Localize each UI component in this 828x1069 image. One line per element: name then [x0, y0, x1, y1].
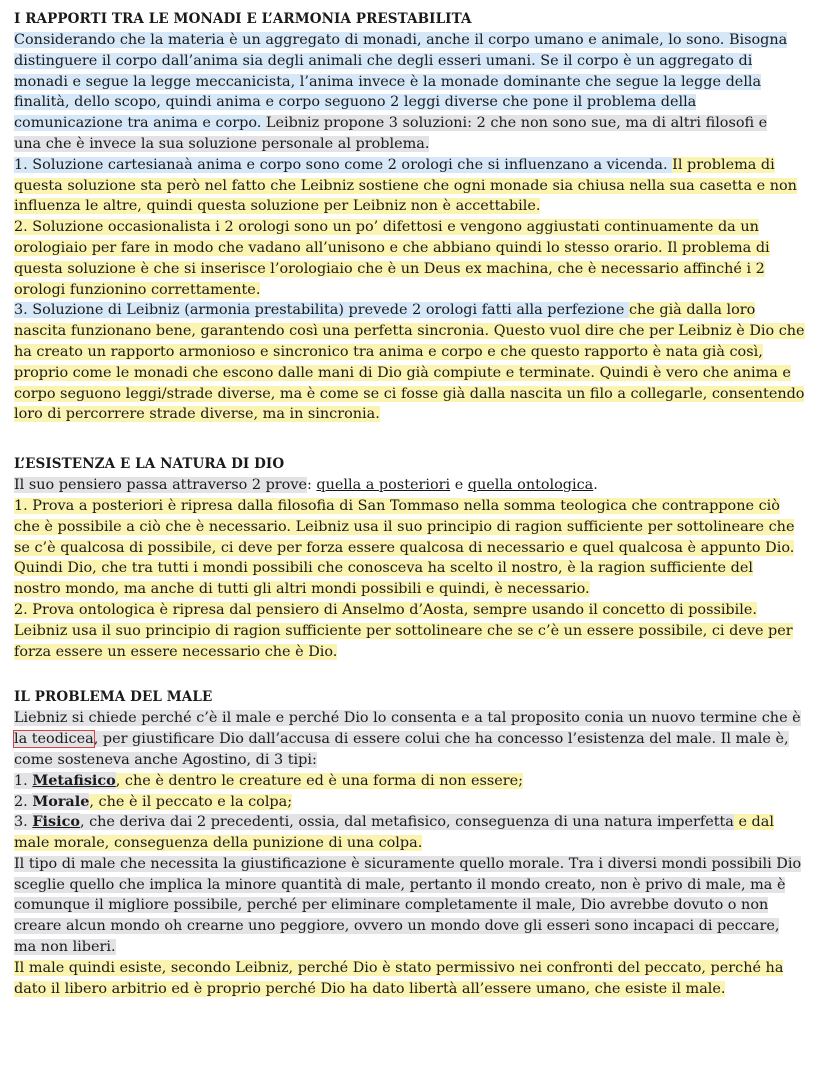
text-line: che è possibile a ciò che è necessario. Leibniz usa il suo principio di ragion sufficiente per sottolineare che: [14, 518, 795, 535]
section-spacer: [14, 425, 814, 453]
text-line: orologi funzionino correttamente.: [14, 281, 261, 298]
text-line: Leibniz usa il suo principio di ragion sufficiente per sottolineare che se c’è un essere possibile, ci deve per: [14, 622, 793, 639]
underlined-term: quella ontologica: [467, 477, 594, 494]
text-line: sceglie quello che implica la minore quantità di male, pertanto il mondo creato, non è privo di male, ma è: [14, 876, 786, 893]
text-line: nascita funzionano bene, garantendo così una perfetta sincronia. Questo vuol dire che per Leibniz è Dio che: [14, 323, 805, 340]
list-item: 3. Fisico, che deriva dai 2 precedenti, ossia, dal metafisico, conseguenza di una natura imperfetta e dal: [14, 813, 774, 831]
text-line: ma non liberi.: [14, 939, 116, 956]
text-line: loro di percorrere strade diverse, ma in sincronia.: [14, 406, 380, 423]
text-line: monadi e segue la legge meccanicista, l’anima invece è la monade dominante che segue la legge della: [14, 73, 762, 90]
text-line: nostro mondo, ma anche di tutti gli altri mondi possibili e quindi, è necessario.: [14, 581, 590, 598]
term-metafisico: Metafisico: [32, 771, 116, 789]
term-fisico: Fisico: [32, 813, 80, 831]
text-line: male morale, conseguenza della punizione di una colpa.: [14, 835, 423, 852]
text-line: una che è invece la sua soluzione personale al problema.: [14, 135, 430, 152]
text-line: Il tipo di male che necessita la giustificazione è sicuramente quello morale. Tra i diversi mondi possibili Dio: [14, 855, 802, 872]
text-line: corpo seguono leggi/strade diverse, ma è come se ci fosse già dalla nascita un filo a collegarle, consentendo: [14, 385, 805, 402]
text-line: questa soluzione sta però nel fatto che Leibniz sostiene che ogni monade sia chiusa nella sua casetta e non: [14, 177, 797, 194]
text-line: 3. Soluzione di Leibniz (armonia prestabilita) prevede 2 orologi fatti alla perfezione che già dalla loro: [14, 302, 756, 319]
list-item: 2. Morale, che è il peccato e la colpa;: [14, 792, 293, 810]
text-line: forza essere un essere necessario che è Dio.: [14, 643, 338, 660]
text-line: Quindi Dio, che tra tutti i mondi possibili che conosceva ha scelto il nostro, è la ragion sufficiente del: [14, 560, 753, 577]
text-line: 1. Soluzione cartesianaà anima e corpo sono come 2 orologi che si influenzano a vicenda. Il problema di: [14, 156, 775, 173]
text-line: 2. Soluzione occasionalista i 2 orologi sono un po’ difettosi e vengono aggiustati continuamente da un: [14, 219, 759, 236]
text-line: la teodicea, per giustificare Dio dall’accusa di essere colui che ha concesso l’esistenza del male. Il male è,: [14, 731, 789, 748]
text-line: dato il libero arbitrio ed è proprio perché Dio ha dato libertà all’essere umano, che esiste il male.: [14, 980, 726, 997]
term-morale: Morale: [32, 792, 90, 810]
text-line: comunicazione tra anima e corpo. Leibniz propone 3 soluzioni: 2 che non sono sue, ma di altri filosofi e: [14, 115, 768, 132]
underlined-term: quella a posteriori: [316, 477, 451, 494]
boxed-term-teodicea: la teodicea: [14, 731, 94, 748]
section-monadi: [14, 8, 814, 425]
list-item: 1. Metafisico, che è dentro le creature ed è una forma di non essere;: [14, 771, 524, 789]
text-line: creare alcun mondo oh crearne uno peggiore, ovvero un mondo dove gli esseri sono incapaci di peccare,: [14, 918, 780, 935]
section-spacer: [14, 662, 814, 686]
text-line: Liebniz si chiede perché c’è il male e perché Dio lo consenta e a tal proposito conia un nuovo termine che è: [14, 710, 801, 727]
text-line: come sosteneva anche Agostino, di 3 tipi:: [14, 751, 317, 768]
section-esistenza-dio: [14, 453, 814, 662]
text-line: distinguere il corpo dall’anima sia degli animali che degli esseri umani. Se il corpo è un aggregato di: [14, 52, 753, 69]
text-line: questa soluzione è che si inserisce l’orologiaio che è un Deus ex machina, che è necessario affinché i 2: [14, 260, 765, 277]
text-line: ha creato un rapporto armonioso e sincronico tra anima e corpo e che questo rapporto è nata già così,: [14, 343, 763, 360]
section-title: L’ESISTENZA E LA NATURA DI DIO: [14, 456, 285, 473]
text-line: influenza le altre, quindi questa soluzione per Leibniz non è accettabile.: [14, 198, 541, 215]
text-line: proprio come le monadi che escono dalle mani di Dio già compiute e terminate. Quindi è vero che anima e: [14, 364, 791, 381]
text-line: Il suo pensiero passa attraverso 2 prove: quella a posteriori e quella ontologica.: [14, 477, 598, 494]
section-title: I RAPPORTI TRA LE MONADI E L’ARMONIA PRESTABILITA: [14, 11, 472, 27]
text-line: orologiaio per fare in modo che vadano all’unisono e che abbiano quindi lo stesso orario. Il problema di: [14, 239, 770, 256]
text-line: 1. Prova a posteriori è ripresa dalla filosofia di San Tommaso nella somma teologica che contrappone ciò: [14, 497, 780, 514]
text-line: se c’è qualcosa di possibile, ci deve per forza essere qualcosa di necessario e quel qualcosa è appunto Dio.: [14, 539, 795, 556]
text-line: 2. Prova ontologica è ripresa dal pensiero di Anselmo d’Aosta, sempre usando il concetto di possibile.: [14, 601, 757, 618]
text-line: finalità, dello scopo, quindi anima e corpo seguono 2 leggi diverse che pone il problema della: [14, 94, 697, 111]
text-line: Considerando che la materia è un aggregato di monadi, anche il corpo umano e animale, lo sono. Bisogna: [14, 32, 788, 48]
section-problema-male: [14, 686, 814, 999]
section-title: IL PROBLEMA DEL MALE: [14, 689, 213, 706]
text-line: comunque il migliore possibile, perché per eliminare completamente il male, Dio avrebbe dovuto o non: [14, 897, 769, 914]
text-line: Il male quindi esiste, secondo Leibniz, perché Dio è stato permissivo nei confronti del peccato, perché ha: [14, 959, 784, 976]
